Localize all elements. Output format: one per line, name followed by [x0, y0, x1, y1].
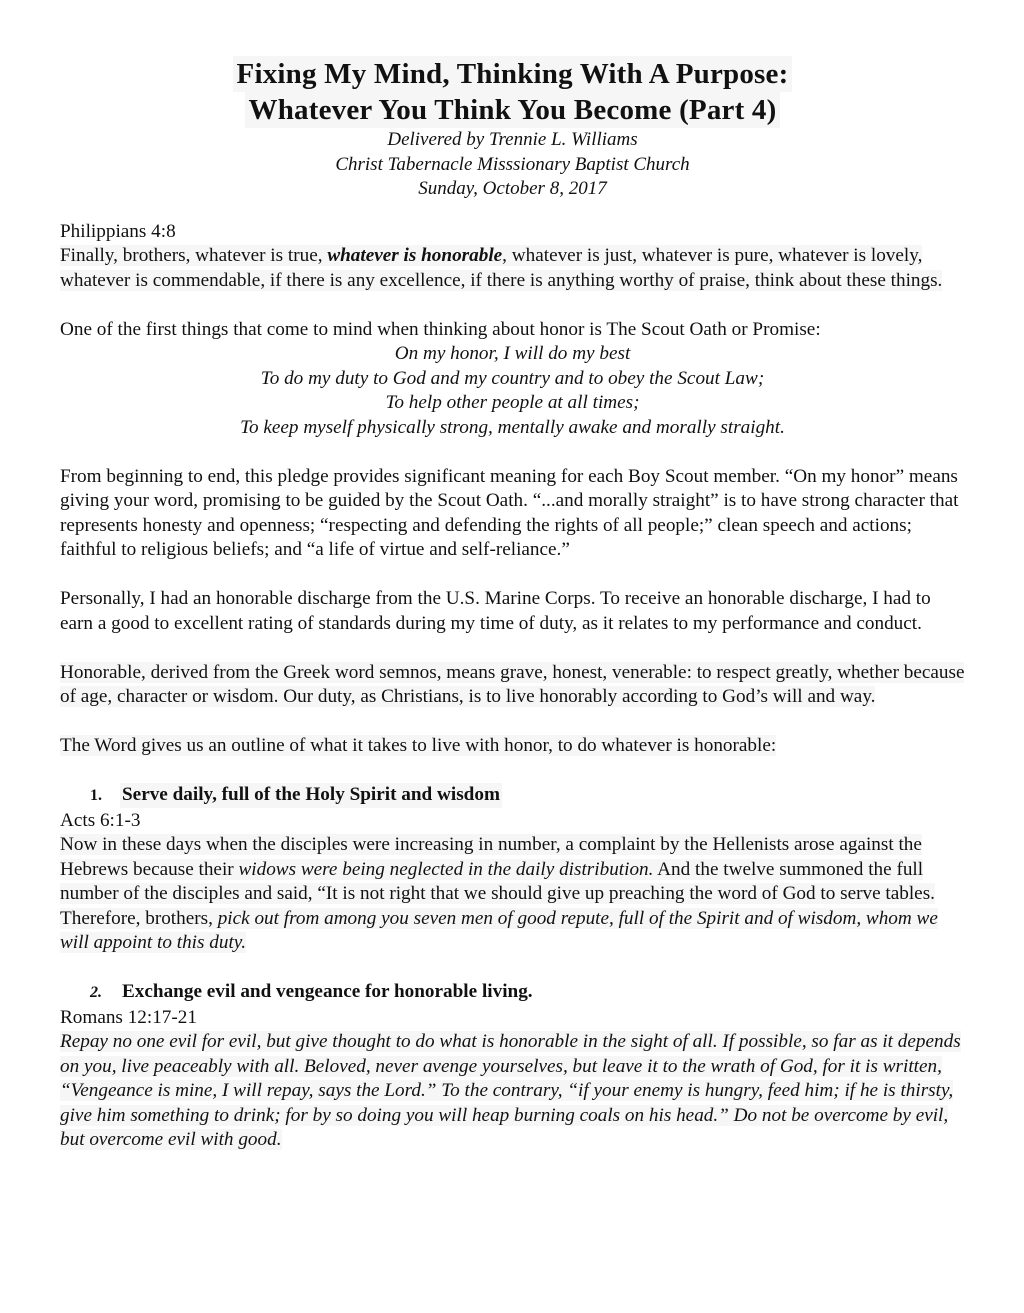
- scripture-reference: Philippians 4:8: [60, 220, 176, 242]
- oath-line: To do my duty to God and my country and to obey the Scout Law;: [260, 367, 765, 389]
- church-name: Christ Tabernacle Misssionary Baptist Church: [335, 153, 690, 175]
- point-2-scripture: Repay no one evil for evil, but give thought to do what is honorable in the sight of all. If possible, so far as it depends on you, live peaceably with all. Beloved, never avenge yourselves, but leave it to the wrath of God, for it is written, “Vengeance is mine, I will repay, says the Lord.” To the contrary, “if your enemy is hungry, feed him; if he is thirsty, give him something to drink; for by so doing you will heap burning coals on his head.” Do not be overcome by evil, but overcome evil with good.: [60, 1031, 961, 1150]
- scripture-text-after: , whatever is just, whatever is pure, whatever is lovely, whatever is commendable, if there is any excellence, if there is anything worthy of praise, think about these things.: [60, 245, 943, 291]
- document-page: [60, 56, 965, 1177]
- point-1-scripture: [60, 834, 938, 953]
- title-line-2: Whatever You Think You Become (Part 4): [245, 92, 781, 128]
- scripture-italic-part: widows were being neglected in the daily distribution.: [238, 858, 654, 880]
- point-heading-text: Exchange evil and vengeance for honorable living.: [122, 981, 533, 1002]
- document-header: [60, 56, 965, 202]
- scripture-emphasis: whatever is honorable: [327, 245, 503, 266]
- title-line-1: Fixing My Mind, Thinking With A Purpose:: [233, 56, 793, 92]
- author-byline: Delivered by Trennie L. Williams: [387, 129, 638, 150]
- scout-intro: One of the first things that come to mind when thinking about honor is The Scout Oath or Promise:: [60, 318, 821, 340]
- oath-line: To keep myself physically strong, mentally awake and morally straight.: [240, 416, 785, 438]
- outline-intro-text: The Word gives us an outline of what it takes to live with honor, to do whatever is honorable:: [60, 735, 777, 756]
- point-2-section: [60, 980, 965, 1153]
- point-1-heading: [60, 783, 965, 809]
- scripture-philippians: [60, 220, 965, 294]
- scripture-text-part: And the twelve summoned the full number of the disciples and said, “It is not right that we should give up preaching the word of God to serve tables. Therefore, brothers,: [60, 858, 935, 929]
- point-number: 2.: [90, 984, 102, 1001]
- scripture-italic-part: pick out from among you seven men of good repute, full of the Spirit and of wisdom, whom we will appoint to this duty.: [60, 907, 938, 953]
- scripture-text: [60, 245, 942, 291]
- oath-line: To help other people at all times;: [385, 392, 640, 413]
- point-2-heading: [60, 980, 965, 1006]
- definition-text: Honorable, derived from the Greek word semnos, means grave, honest, venerable: to respect greatly, whether because of age, character or wisdom. Our duty, as Christians, is to live honorably according to God’s will and way.: [60, 661, 965, 707]
- oath-line: On my honor, I will do my best: [394, 343, 631, 364]
- outline-intro-paragraph: [60, 734, 965, 759]
- point-number: 1.: [90, 787, 102, 804]
- pledge-paragraph: From beginning to end, this pledge provides significant meaning for each Boy Scout member. “On my honor” means giving your word, promising to be guided by the Scout Oath. “...and morally straight” is to have strong character that represents honesty and openness; “respecting and defending the rights of all people;” clean speech and actions; faithful to religious beliefs; and “a life of virtue and self-reliance.”: [60, 465, 959, 560]
- point-heading-text: Serve daily, full of the Holy Spirit and wisdom: [120, 783, 502, 808]
- scripture-text-before: Finally, brothers, whatever is true,: [60, 245, 328, 266]
- point-1-reference: Acts 6:1-3: [60, 809, 141, 831]
- scripture-text-part: Now in these days when the disciples were increasing in number, a complaint by the Hellenists arose against the Hebrews because their: [60, 834, 922, 880]
- scout-oath-section: [60, 318, 965, 441]
- point-2-reference: Romans 12:17-21: [60, 1006, 197, 1028]
- marine-paragraph: Personally, I had an honorable discharge from the U.S. Marine Corps. To receive an honorable discharge, I had to earn a good to excellent rating of standards during my time of duty, as it relates to my performance and conduct.: [60, 588, 931, 634]
- sermon-date: Sunday, October 8, 2017: [418, 178, 607, 199]
- point-1-section: [60, 783, 965, 956]
- definition-paragraph: [60, 661, 965, 710]
